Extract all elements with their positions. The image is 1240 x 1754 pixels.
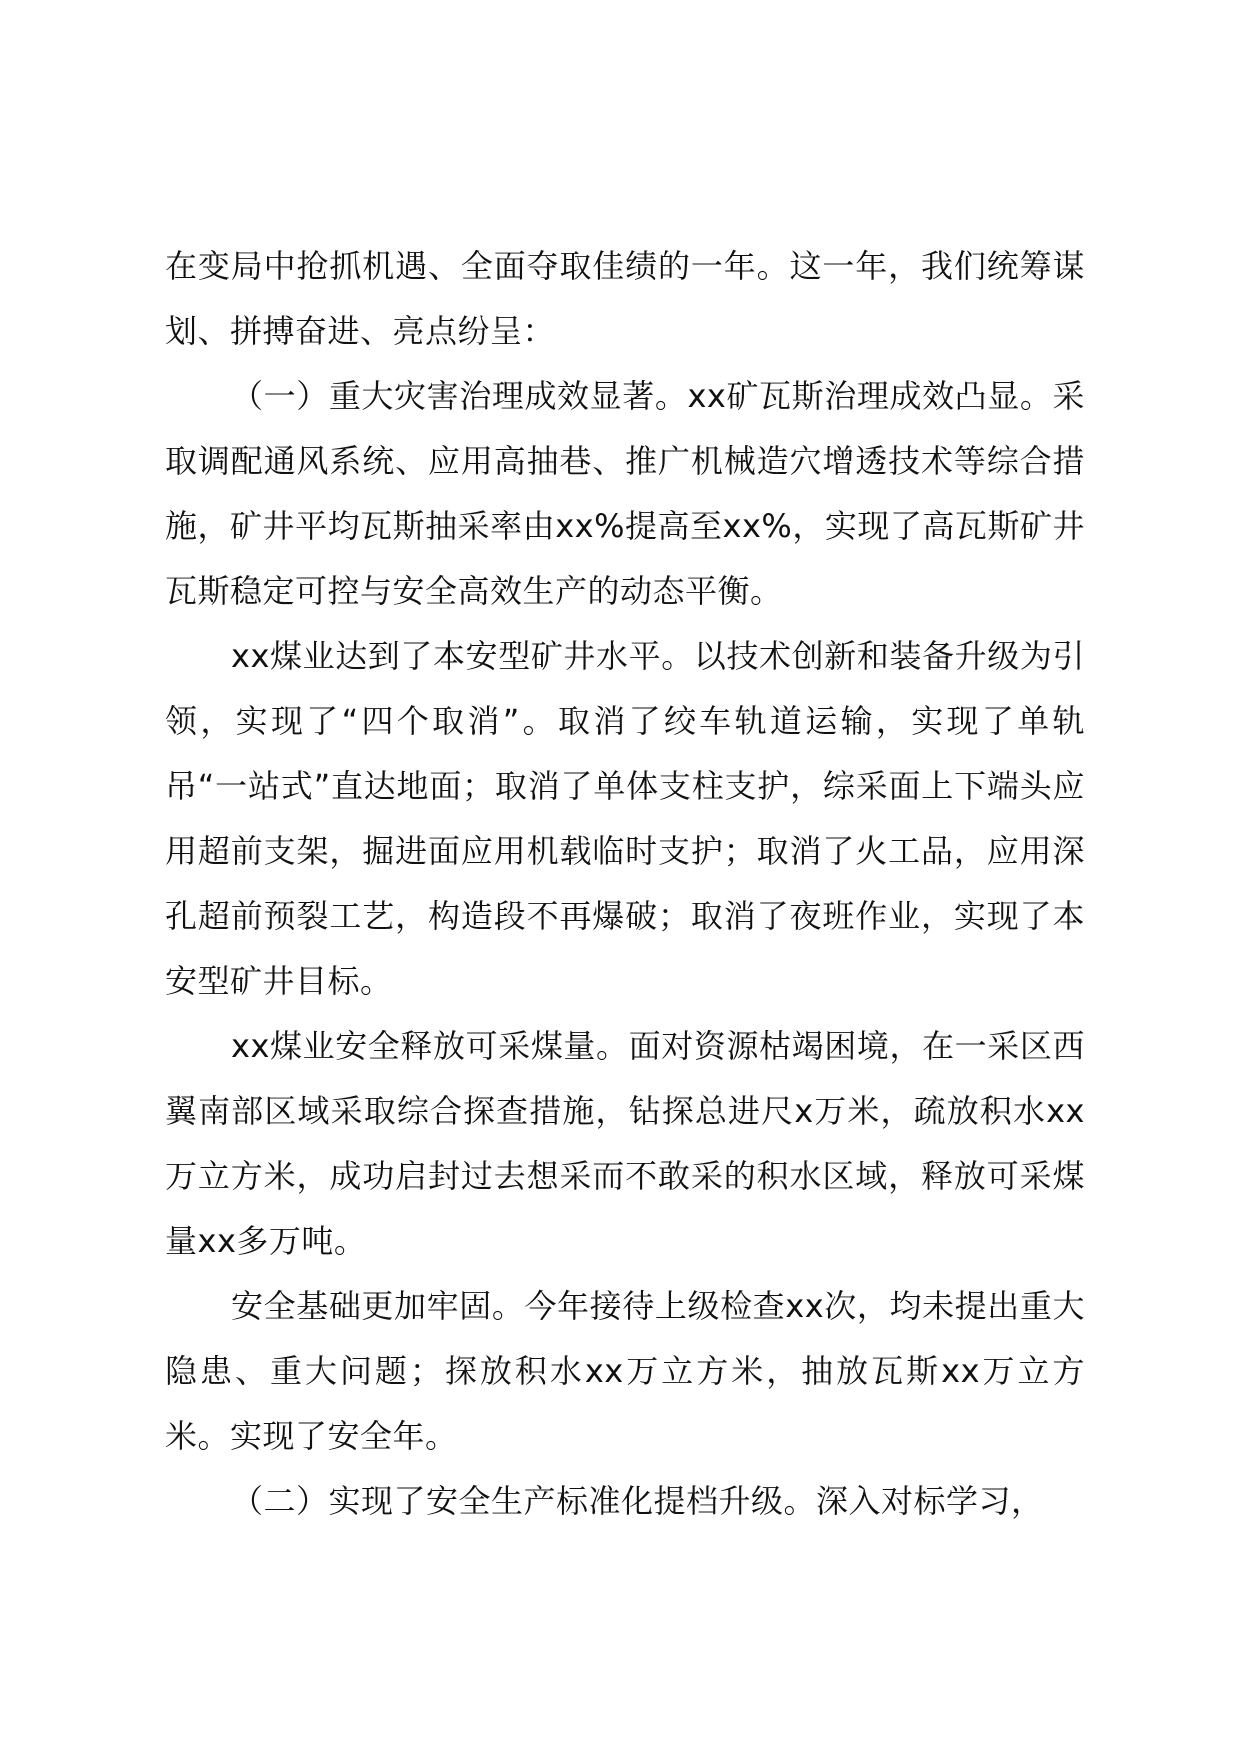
- paragraph-coal-release: xx煤业安全释放可采煤量。面对资源枯竭困境，在一采区西翼南部区域采取综合探查措施，钻探总进尺x万米，疏放积水xx万立方米，成功启封过去想采而不敢采的积水区域，释放可采煤量xx多万吨。: [165, 1027, 1085, 1260]
- paragraph-intro: 在变局中抢抓机遇、全面夺取佳绩的一年。这一年，我们统筹谋划、拼搏奋进、亮点纷呈：: [165, 247, 1085, 350]
- document-body: [165, 234, 1085, 1534]
- paragraph-disaster-control: （一）重大灾害治理成效显著。xx矿瓦斯治理成效凸显。采取调配通风系统、应用高抽巷、推广机械造穴增透技术等综合措施，矿井平均瓦斯抽采率由xx%提高至xx%，实现了高瓦斯矿井瓦斯稳定可控与安全高效生产的动态平衡。: [165, 377, 1085, 610]
- paragraph-safety-foundation: 安全基础更加牢固。今年接待上级检查xx次，均未提出重大隐患、重大问题；探放积水xx万立方米，抽放瓦斯xx万立方米。实现了安全年。: [165, 1287, 1085, 1455]
- paragraph-safe-mine-level: xx煤业达到了本安型矿井水平。以技术创新和装备升级为引领，实现了“四个取消”。取消了绞车轨道运输，实现了单轨吊“一站式”直达地面；取消了单体支柱支护，综采面上下端头应用超前支架，掘进面应用机载临时支护；取消了火工品，应用深孔超前预裂工艺，构造段不再爆破；取消了夜班作业，实现了本安型矿井目标。: [165, 637, 1085, 1000]
- paragraph-standardization: （二）实现了安全生产标准化提档升级。深入对标学习，: [231, 1482, 1044, 1520]
